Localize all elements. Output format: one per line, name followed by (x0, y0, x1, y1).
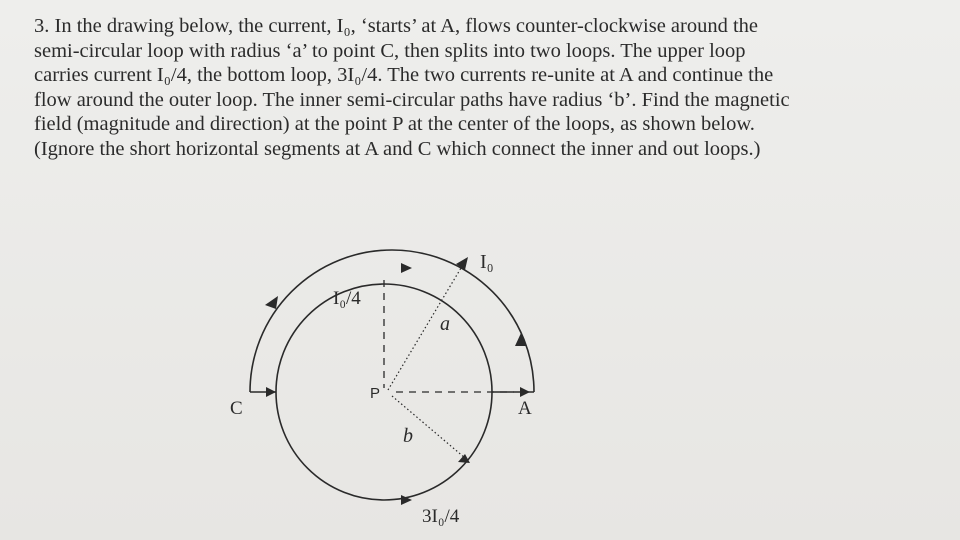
problem-line-2: semi-circular loop with radius ‘a’ to point C, then splits into two loops. The upper loop (34, 39, 746, 62)
label-upper-current: I₀/4 (333, 288, 361, 309)
arrow-inner-top-icon (401, 263, 412, 273)
arrow-outer-left-icon (265, 296, 278, 309)
inner-lower-semicircle (276, 392, 492, 500)
label-io: I₀ (480, 251, 494, 273)
arrow-at-a-icon (520, 387, 530, 397)
label-lower-current: 3I₀/4 (422, 506, 460, 527)
problem-line-6: (Ignore the short horizontal segments at A and C which connect the inner and out loops.) (34, 137, 761, 160)
label-a: a (440, 313, 450, 335)
label-b: b (403, 425, 413, 447)
problem-line-3: carries current I₀/4, the bottom loop, 3I₀/4. The two currents re-unite at A and continue the (34, 64, 774, 86)
problem-line-5: field (magnitude and direction) at the point P at the center of the loops, as shown below. (34, 113, 755, 135)
problem-line-1: 3. In the drawing below, the current, I₀, ‘starts’ at A, flows counter-clockwise around the (34, 15, 759, 37)
label-a-point: A (518, 398, 532, 419)
label-p: P (370, 385, 381, 402)
label-c-point: C (230, 398, 243, 419)
arrow-at-c-icon (266, 387, 276, 397)
radius-a-line (388, 263, 464, 390)
problem-line-4: flow around the outer loop. The inner semi-circular paths have radius ‘b’. Find the magnetic (34, 88, 790, 111)
arrow-outer-right-icon (515, 333, 527, 346)
